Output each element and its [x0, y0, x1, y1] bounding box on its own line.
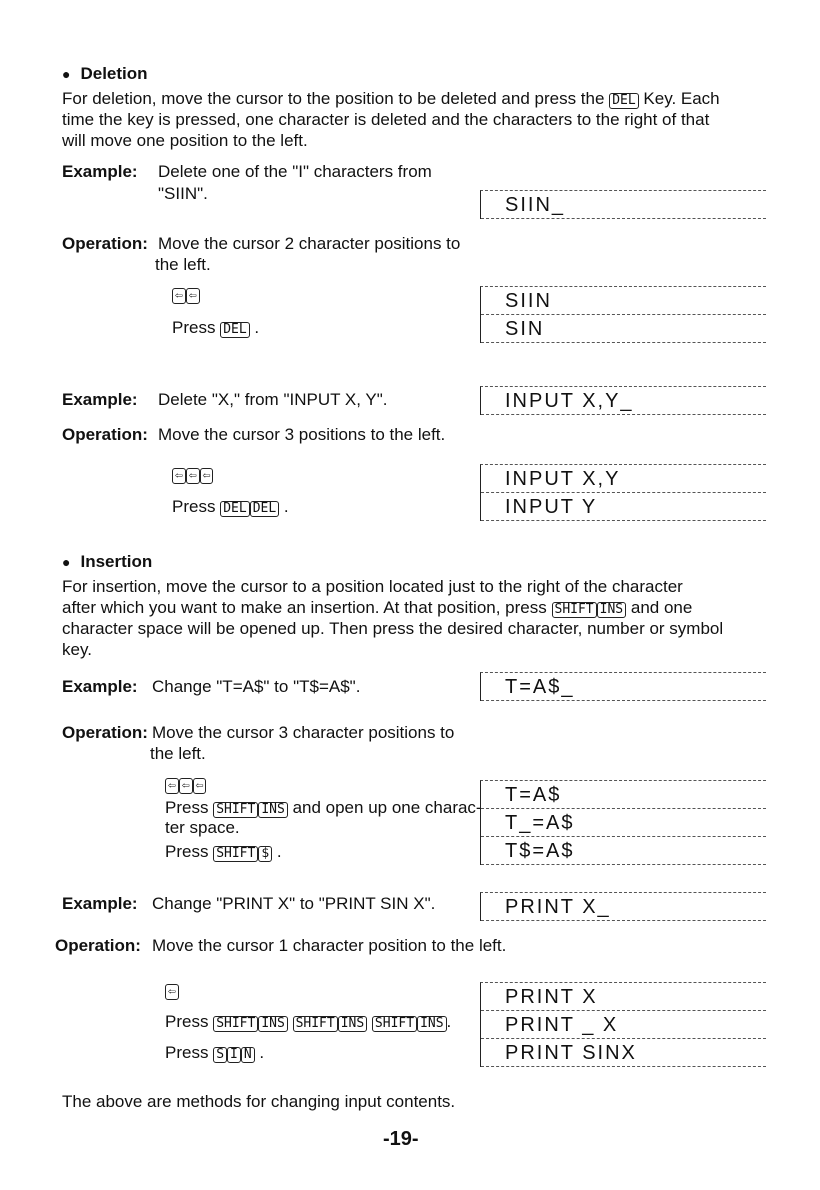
lcd-row: SIN	[481, 315, 766, 343]
lcd-row: PRINT X_	[481, 893, 766, 921]
lcd-display	[480, 982, 766, 1067]
shift-key-icon: SHIFT	[552, 602, 597, 618]
deletion-line-1: For deletion, move the cursor to the position to be deleted and press the	[62, 89, 605, 108]
key-sequence	[172, 286, 200, 304]
press-instruction: Press DEL DEL .	[172, 497, 289, 516]
i-key-icon: I	[227, 1047, 241, 1063]
page-number: -19-	[383, 1128, 419, 1150]
lcd-display	[480, 286, 766, 343]
deletion-line-2: time the key is pressed, one character is deleted and the characters to the right of that	[62, 110, 710, 129]
press-instruction: Press DEL .	[172, 318, 260, 337]
press-label: Press	[172, 318, 216, 337]
lcd-display	[480, 464, 766, 521]
ins-key-icon: INS	[417, 1016, 446, 1032]
ins-key-icon: INS	[597, 602, 626, 618]
left-arrow-key-icon: ⇦	[193, 778, 207, 794]
press-label: Press	[172, 497, 216, 516]
press-instruction: Press S I N .	[165, 1043, 265, 1062]
deletion-line-3: will move one position to the left.	[62, 131, 308, 150]
bullet-icon: ●	[62, 66, 71, 82]
shift-key-icon: SHIFT	[213, 846, 258, 862]
ins-key-icon: INS	[258, 802, 287, 818]
left-arrow-key-icon: ⇦	[186, 468, 200, 484]
lcd-row: INPUT Y	[481, 493, 766, 521]
example-text: "SIIN".	[158, 184, 208, 203]
lcd-row: T=A$	[481, 781, 766, 809]
left-arrow-key-icon: ⇦	[165, 778, 179, 794]
insertion-line-3: character space will be opened up. Then press the desired character, number or symbol	[62, 619, 724, 638]
operation-text: the left.	[155, 255, 211, 274]
lcd-display	[480, 892, 766, 921]
closing-text: The above are methods for changing input contents.	[62, 1092, 456, 1111]
key-sequence	[165, 776, 206, 794]
lcd-row: T_=A$	[481, 809, 766, 837]
key-sequence	[165, 982, 179, 1000]
example-label: Example:	[62, 677, 138, 696]
left-arrow-key-icon: ⇦	[186, 288, 200, 304]
deletion-line-1b: Key. Each	[643, 89, 720, 108]
shift-key-icon: SHIFT	[293, 1016, 338, 1032]
operation-label: Operation:	[55, 936, 141, 955]
example-label: Example:	[62, 162, 138, 181]
lcd-row: PRINT SINX	[481, 1039, 766, 1067]
operation-text: Move the cursor 3 positions to the left.	[158, 425, 446, 444]
press-label: Press	[165, 798, 209, 817]
del-key-icon: DEL	[220, 322, 249, 338]
left-arrow-key-icon: ⇦	[172, 288, 186, 304]
operation-text: Move the cursor 3 character positions to	[152, 723, 455, 742]
example-label: Example:	[62, 894, 138, 913]
lcd-display	[480, 190, 766, 219]
lcd-display	[480, 672, 766, 701]
press-text: and open up one charac-	[292, 798, 482, 817]
lcd-row: INPUT X,Y_	[481, 387, 766, 415]
operation-text: Move the cursor 2 character positions to	[158, 234, 461, 253]
press-instruction: Press SHIFT $ .	[165, 842, 282, 861]
insertion-line-2: after which you want to make an insertion. At that position, press	[62, 598, 547, 617]
del-key-icon: DEL	[609, 93, 638, 109]
ins-key-icon: INS	[258, 1016, 287, 1032]
lcd-row: PRINT X	[481, 983, 766, 1011]
shift-key-icon: SHIFT	[372, 1016, 417, 1032]
operation-label: Operation:	[62, 425, 148, 444]
lcd-row: T=A$_	[481, 673, 766, 701]
example-text: Change "PRINT X" to "PRINT SIN X".	[152, 894, 436, 913]
press-instruction: Press SHIFT INS SHIFT INS SHIFT INS .	[165, 1012, 452, 1031]
shift-key-icon: SHIFT	[213, 1016, 258, 1032]
insertion-heading-text: Insertion	[80, 552, 153, 571]
example-label: Example:	[62, 390, 138, 409]
insertion-line-1: For insertion, move the cursor to a position located just to the right of the character	[62, 577, 683, 596]
insertion-heading	[62, 552, 152, 572]
deletion-heading	[62, 64, 148, 84]
left-arrow-key-icon: ⇦	[200, 468, 214, 484]
lcd-row: T$=A$	[481, 837, 766, 865]
n-key-icon: N	[241, 1047, 255, 1063]
del-key-icon: DEL	[220, 501, 249, 517]
press-label: Press	[165, 842, 209, 861]
shift-key-icon: SHIFT	[213, 802, 258, 818]
lcd-display	[480, 386, 766, 415]
example-text: Change "T=A$" to "T$=A$".	[152, 677, 361, 696]
lcd-row: SIIN	[481, 287, 766, 315]
bullet-icon: ●	[62, 554, 71, 570]
deletion-heading-text: Deletion	[80, 64, 148, 83]
left-arrow-key-icon: ⇦	[165, 984, 179, 1000]
insertion-paragraph	[62, 576, 772, 660]
example-text: Delete one of the "I" characters from	[158, 162, 432, 181]
operation-label: Operation:	[62, 723, 148, 742]
lcd-row: SIIN_	[481, 191, 766, 219]
lcd-row: INPUT X,Y	[481, 465, 766, 493]
dollar-key-icon: $	[258, 846, 272, 862]
lcd-display	[480, 780, 766, 865]
example-text: Delete "X," from "INPUT X, Y".	[158, 390, 388, 409]
press-label: Press	[165, 1012, 209, 1031]
press-label: Press	[165, 1043, 209, 1062]
left-arrow-key-icon: ⇦	[172, 468, 186, 484]
key-sequence	[172, 466, 213, 484]
press-text: ter space.	[165, 818, 240, 837]
operation-text: Move the cursor 1 character position to the left.	[152, 936, 507, 955]
insertion-line-4: key.	[62, 640, 92, 659]
operation-label: Operation:	[62, 234, 148, 253]
press-instruction	[165, 798, 482, 818]
deletion-paragraph	[62, 88, 772, 151]
ins-key-icon: INS	[338, 1016, 367, 1032]
del-key-icon: DEL	[250, 501, 279, 517]
s-key-icon: S	[213, 1047, 227, 1063]
operation-text: the left.	[150, 744, 206, 763]
lcd-row: PRINT _ X	[481, 1011, 766, 1039]
left-arrow-key-icon: ⇦	[179, 778, 193, 794]
insertion-line-2b: and one	[630, 598, 693, 617]
